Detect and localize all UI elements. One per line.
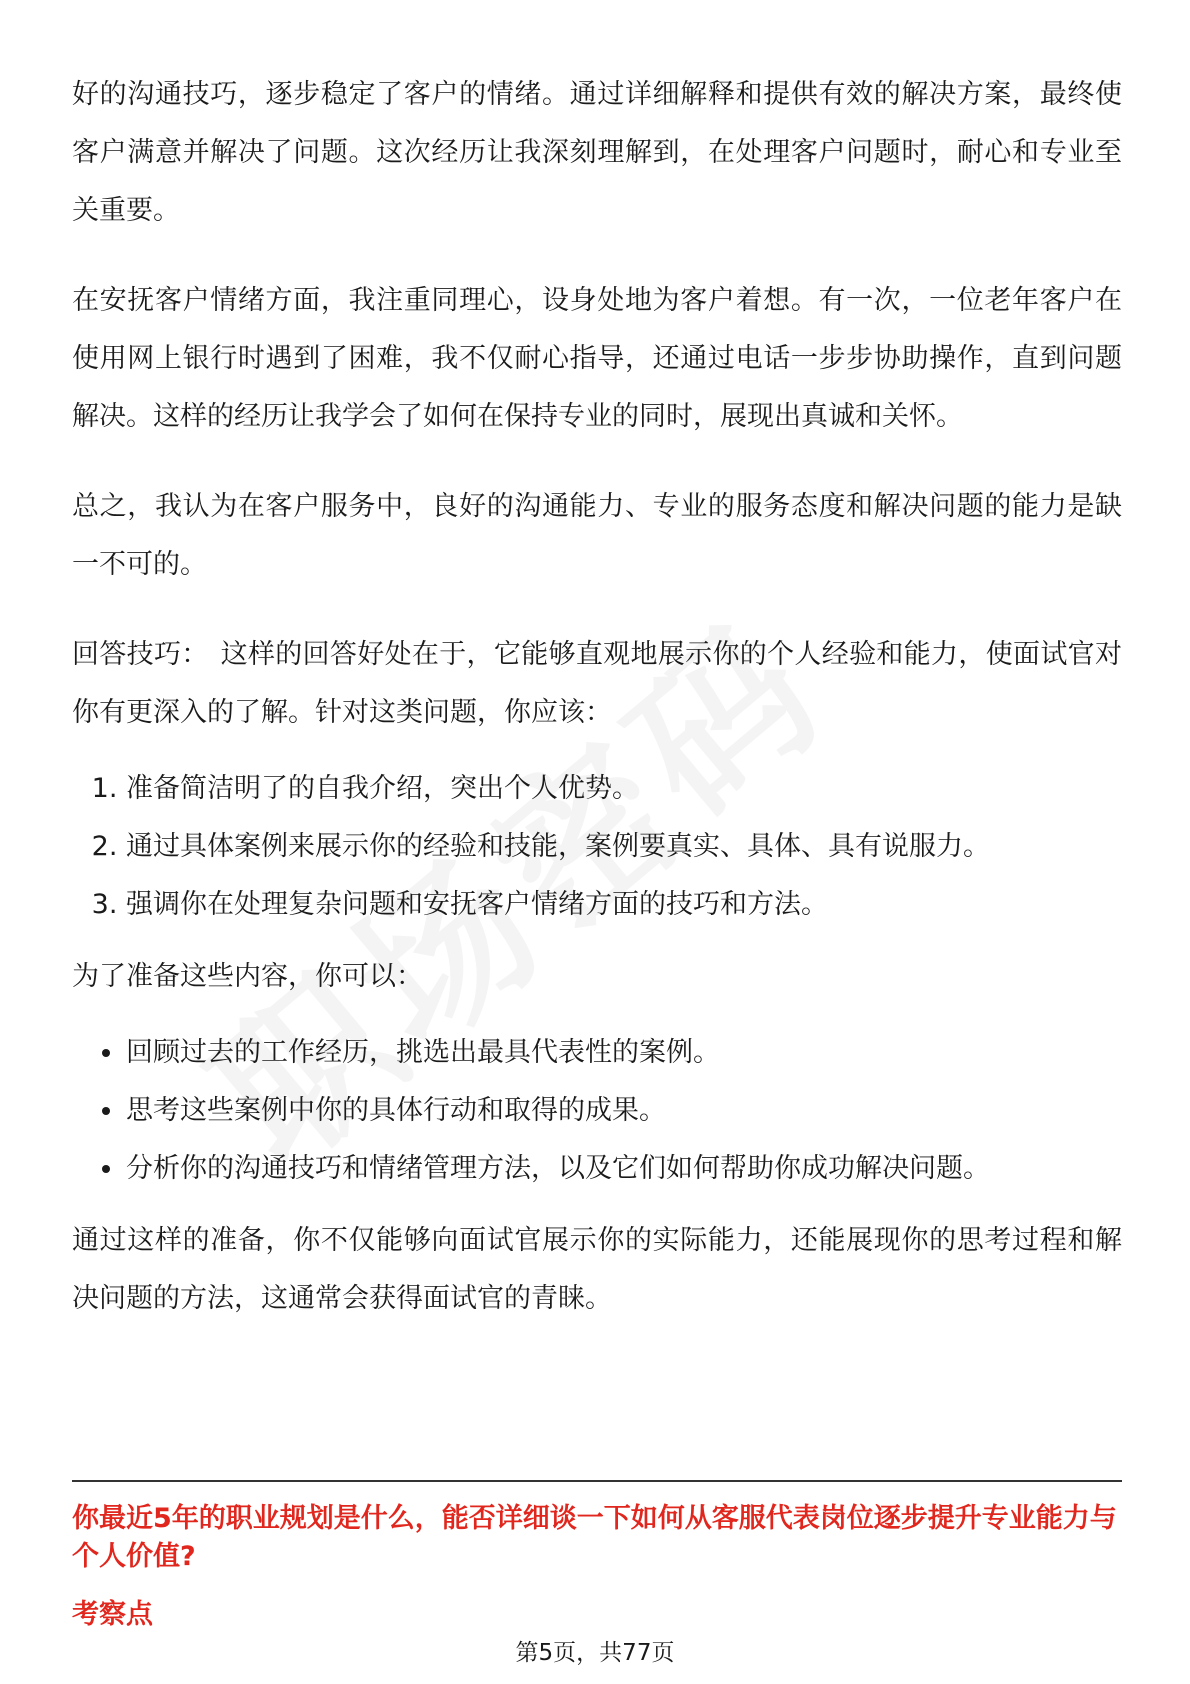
list-item: 1. 准备简洁明了的自我介绍，突出个人优势。 — [126, 760, 1122, 818]
bullet-icon — [102, 1165, 110, 1173]
actions-list — [72, 1024, 1122, 1198]
list-item — [126, 1140, 1122, 1198]
assessment-points-heading: 考察点 — [72, 1599, 153, 1630]
answer-tips-text: 这样的回答好处在于，它能够直观地展示你的个人经验和能力，使面试官对你有更深入的了解。针对这类问题，你应该： — [72, 639, 1123, 728]
list-item-text: 分析你的沟通技巧和情绪管理方法，以及它们如何帮助你成功解决问题。 — [126, 1153, 990, 1184]
section-divider — [72, 1480, 1122, 1482]
document-body — [72, 66, 1122, 1360]
paragraph-answer-tips — [72, 626, 1122, 742]
list-item: 2. 通过具体案例来展示你的经验和技能，案例要真实、具体、具有说服力。 — [126, 818, 1122, 876]
paragraph-conclusion: 通过这样的准备，你不仅能够向面试官展示你的实际能力，还能展现你的思考过程和解决问题的方法，这通常会获得面试官的青睐。 — [72, 1225, 1122, 1314]
steps-list — [72, 760, 1122, 934]
list-item-text: 回顾过去的工作经历，挑选出最具代表性的案例。 — [126, 1037, 720, 1068]
list-item: 3. 强调你在处理复杂问题和安抚客户情绪方面的技巧和方法。 — [126, 876, 1122, 934]
list-item — [126, 1024, 1122, 1082]
page-footer: 第5页，共77页 — [515, 1640, 675, 1666]
paragraph-empathy: 在安抚客户情绪方面，我注重同理心，设身处地为客户着想。有一次，一位老年客户在使用网上银行时遇到了困难，我不仅耐心指导，还通过电话一步步协助操作，直到问题解决。这样的经历让我学会了如何在保持专业的同时，展现出真诚和关怀。 — [72, 285, 1122, 432]
paragraph-prep-intro: 为了准备这些内容，你可以： — [72, 961, 423, 992]
bullet-icon — [102, 1049, 110, 1057]
answer-tips-label: 回答技巧： — [72, 639, 209, 670]
list-item-text: 思考这些案例中你的具体行动和取得的成果。 — [126, 1095, 666, 1126]
bullet-icon — [102, 1107, 110, 1115]
paragraph-summary: 总之，我认为在客户服务中，良好的沟通能力、专业的服务态度和解决问题的能力是缺一不可的。 — [72, 491, 1122, 580]
next-question-heading: 你最近5年的职业规划是什么，能否详细谈一下如何从客服代表岗位逐步提升专业能力与个人价值? — [72, 1503, 1117, 1572]
list-item — [126, 1082, 1122, 1140]
paragraph-experience-end: 好的沟通技巧，逐步稳定了客户的情绪。通过详细解释和提供有效的解决方案，最终使客户满意并解决了问题。这次经历让我深刻理解到，在处理客户问题时，耐心和专业至关重要。 — [72, 79, 1122, 226]
